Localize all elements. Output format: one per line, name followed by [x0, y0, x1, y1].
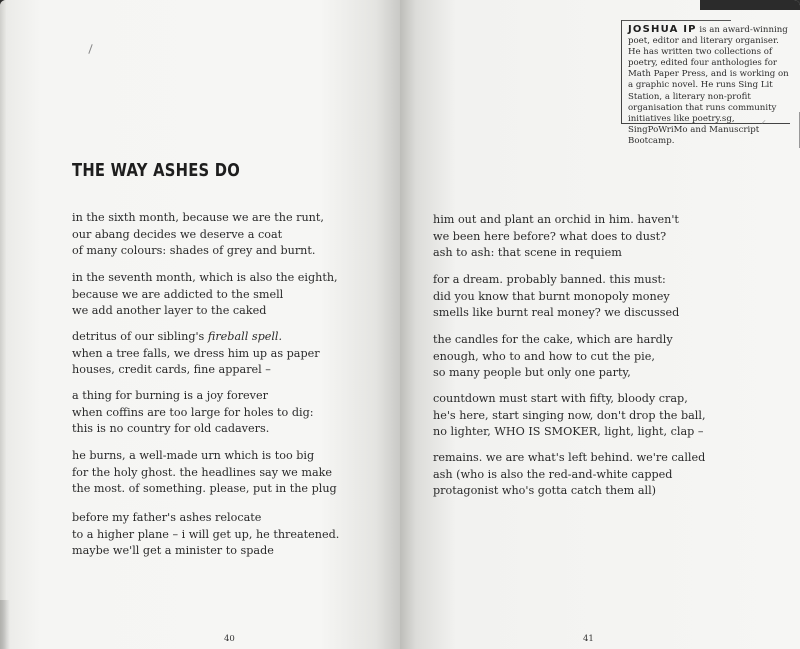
pencil-mark: [88, 44, 92, 54]
poem-line: he's here, start singing now, don't drop the ball,: [433, 408, 706, 422]
stanza-3: [72, 329, 320, 379]
poem-line: for the holy ghost. the headlines say we make: [72, 465, 333, 479]
poem-line: the candles for the cake, which are hardly: [433, 333, 673, 346]
poem-line: we been here before? what does to dust?: [433, 229, 667, 243]
poem-title: THE WAY ASHES DO: [72, 160, 241, 181]
page-edge: [0, 0, 6, 649]
poem-line: this is no country for old cadavers.: [72, 422, 270, 436]
poem-line: of many colours: shades of grey and burnt.: [72, 244, 316, 258]
poem-line: when a tree falls, we dress him up as paper: [72, 346, 320, 360]
poem-line: protagonist who's gotta catch them all): [433, 484, 657, 498]
page-number: 41: [583, 634, 594, 644]
poem-line: did you know that burnt monopoly money: [433, 289, 670, 303]
poem-line: maybe we'll get a minister to spade: [72, 544, 274, 558]
right-page: [400, 0, 800, 649]
poem-line: remains. we are what's left behind. we're called: [433, 451, 706, 464]
page-number: 40: [224, 634, 235, 644]
stanza-9: [433, 332, 673, 382]
poem-line: a thing for burning is a joy forever: [72, 389, 268, 402]
poem-line: in the seventh month, which is also the eighth,: [72, 271, 338, 284]
poem-line: the most. of something. please, put in the plug: [72, 482, 337, 496]
stanza-5: [72, 448, 337, 498]
bio-text: is an award-winning poet, editor and literary organiser. He has written two collections of poetry, edited four anthologies for Math Paper Press, and is working on a graphic novel. He runs Sing Lit Station, a literary non-profit organisation that runs community initiatives like poetry.sg, SingPoWriMo and Manuscript Bootcamp.: [628, 25, 789, 146]
poem-line: smells like burnt real money? we discussed: [433, 306, 680, 320]
poem-line: so many people but only one party,: [433, 366, 631, 380]
page-corner: [700, 0, 800, 10]
poem-line: when coffins are too large for holes to dig:: [72, 405, 314, 419]
poem-line: houses, credit cards, fine apparel –: [72, 363, 271, 377]
stanza-7: [433, 212, 679, 262]
stanza-1: [72, 210, 324, 260]
poem-line: before my father's ashes relocate: [72, 511, 262, 524]
stanza-11: [433, 450, 705, 500]
poem-line: countdown must start with fifty, bloody crap,: [433, 392, 688, 405]
author-bio: [628, 24, 792, 147]
poem-line: ash (who is also the red-and-white capped: [433, 467, 673, 481]
poem-line: enough, who to and how to cut the pie,: [433, 349, 655, 363]
poem-line: our abang decides we deserve a coat: [72, 227, 283, 241]
stanza-10: [433, 391, 706, 441]
stanza-8: [433, 272, 679, 322]
poem-line: we add another layer to the caked: [72, 304, 267, 318]
pencil-squiggle: ⸝: [761, 115, 766, 126]
poem-line: detritus of our sibling's fireball spell.: [72, 330, 283, 343]
page-edge-shadow: [0, 600, 10, 649]
poem-line: because we are addicted to the smell: [72, 287, 284, 301]
poem-line: he burns, a well-made urn which is too big: [72, 449, 315, 462]
poem-line: for a dream. probably banned. this must:: [433, 273, 666, 286]
poem-line: him out and plant an orchid in him. haven't: [433, 213, 679, 226]
author-name: JOSHUA IP: [628, 24, 697, 35]
stanza-6: [72, 510, 339, 560]
italic-phrase: fireball spell.: [207, 330, 283, 343]
stanza-4: [72, 388, 314, 438]
poem-line: to a higher plane – i will get up, he threatened.: [72, 527, 340, 541]
poem-line: in the sixth month, because we are the runt,: [72, 211, 324, 224]
stanza-2: [72, 270, 338, 320]
poem-line: ash to ash: that scene in requiem: [433, 246, 622, 260]
poem-line: no lighter, WHO IS SMOKER, light, light, clap –: [433, 425, 704, 439]
